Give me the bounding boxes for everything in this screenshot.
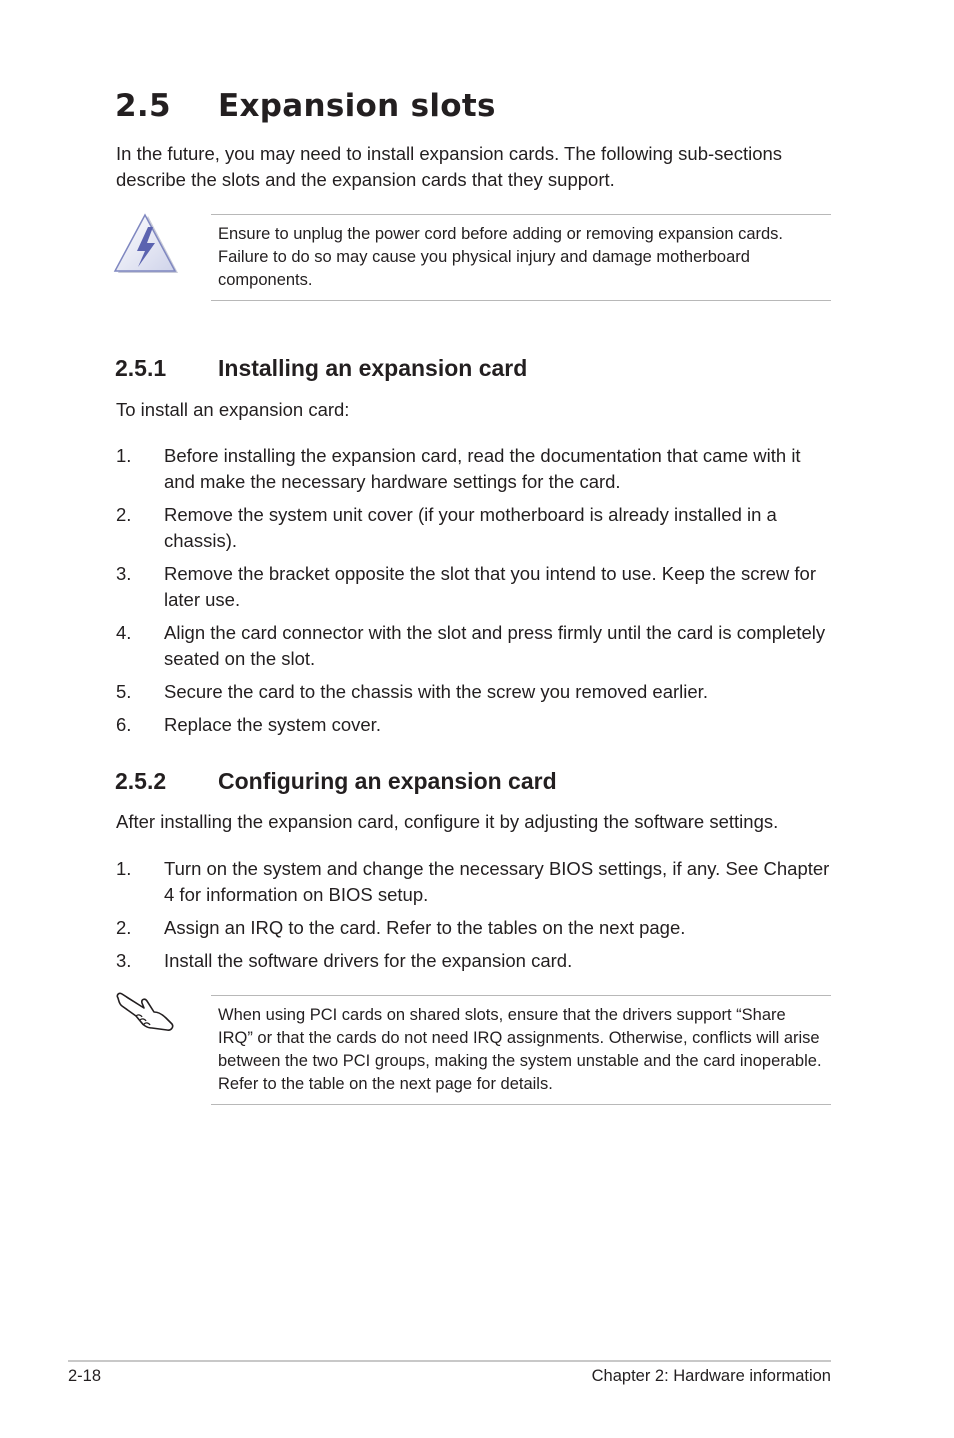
list-item: [116, 443, 834, 495]
footer-divider: [68, 1360, 831, 1362]
install-steps-list: [116, 443, 834, 745]
subsection-1-number: 2.5.1: [115, 355, 167, 381]
step-number: 5.: [116, 681, 132, 702]
hand-note-text: When using PCI cards on shared slots, ensure that the drivers support “Share IRQ” or that the cards do not need IRQ assignments. Otherwise, conflicts will arise between the two PCI groups, making the system unstable and the card inoperable. Refer to the table on the next page for details.: [218, 1006, 822, 1093]
list-item: [116, 915, 834, 941]
step-number: 3.: [116, 563, 132, 584]
page-number: 2-18: [68, 1367, 102, 1385]
step-number: 2.: [116, 917, 132, 938]
list-item: [116, 856, 834, 908]
step-text: Replace the system cover.: [164, 714, 381, 735]
list-item: [116, 561, 834, 613]
step-number: 4.: [116, 622, 132, 643]
step-number: 3.: [116, 950, 132, 971]
subsection-1-intro: To install an expansion card:: [116, 399, 350, 420]
step-text: Before installing the expansion card, read the documentation that came with it and make the necessary hardware settings for the card.: [164, 445, 801, 492]
step-text: Secure the card to the chassis with the screw you removed earlier.: [164, 681, 708, 702]
chapter-label: Chapter 2: Hardware information: [591, 1367, 831, 1385]
step-text: Turn on the system and change the necessary BIOS settings, if any. See Chapter 4 for information on BIOS setup.: [164, 858, 830, 905]
pointing-hand-icon: [114, 990, 176, 1036]
step-number: 1.: [116, 858, 132, 879]
step-number: 1.: [116, 445, 132, 466]
subsection-2-intro: After installing the expansion card, configure it by adjusting the software settings.: [116, 811, 779, 832]
step-text: Remove the system unit cover (if your motherboard is already installed in a chassis).: [164, 504, 777, 551]
step-number: 2.: [116, 504, 132, 525]
warning-note-text: Ensure to unplug the power cord before adding or removing expansion cards. Failure to do so may cause you physical injury and damage motherboard components.: [218, 225, 784, 289]
warning-lightning-icon: [112, 213, 180, 277]
step-text: Install the software drivers for the expansion card.: [164, 950, 573, 971]
warning-note: [211, 214, 831, 301]
subsection-2-number: 2.5.2: [115, 768, 167, 794]
hand-note: [211, 995, 831, 1105]
subsection-1-title-text: Installing an expansion card: [218, 355, 528, 381]
subsection-2-title-text: Configuring an expansion card: [218, 768, 557, 794]
list-item: [116, 948, 834, 974]
list-item: [116, 620, 834, 672]
step-text: Remove the bracket opposite the slot that you intend to use. Keep the screw for later use.: [164, 563, 816, 610]
step-text: Assign an IRQ to the card. Refer to the tables on the next page.: [164, 917, 686, 938]
list-item: [116, 712, 834, 738]
configure-steps-list: [116, 856, 834, 981]
section-number: 2.5: [115, 88, 171, 124]
list-item: [116, 679, 834, 705]
section-title-text: Expansion slots: [218, 88, 496, 124]
step-text: Align the card connector with the slot and press firmly until the card is completely seated on the slot.: [164, 622, 826, 669]
section-intro: In the future, you may need to install expansion cards. The following sub-sections describe the slots and the expansion cards that they support.: [116, 143, 783, 190]
list-item: [116, 502, 834, 554]
section-title: [115, 88, 496, 124]
step-number: 6.: [116, 714, 132, 735]
subsection-2-title: [115, 768, 557, 795]
subsection-1-title: [115, 355, 527, 382]
